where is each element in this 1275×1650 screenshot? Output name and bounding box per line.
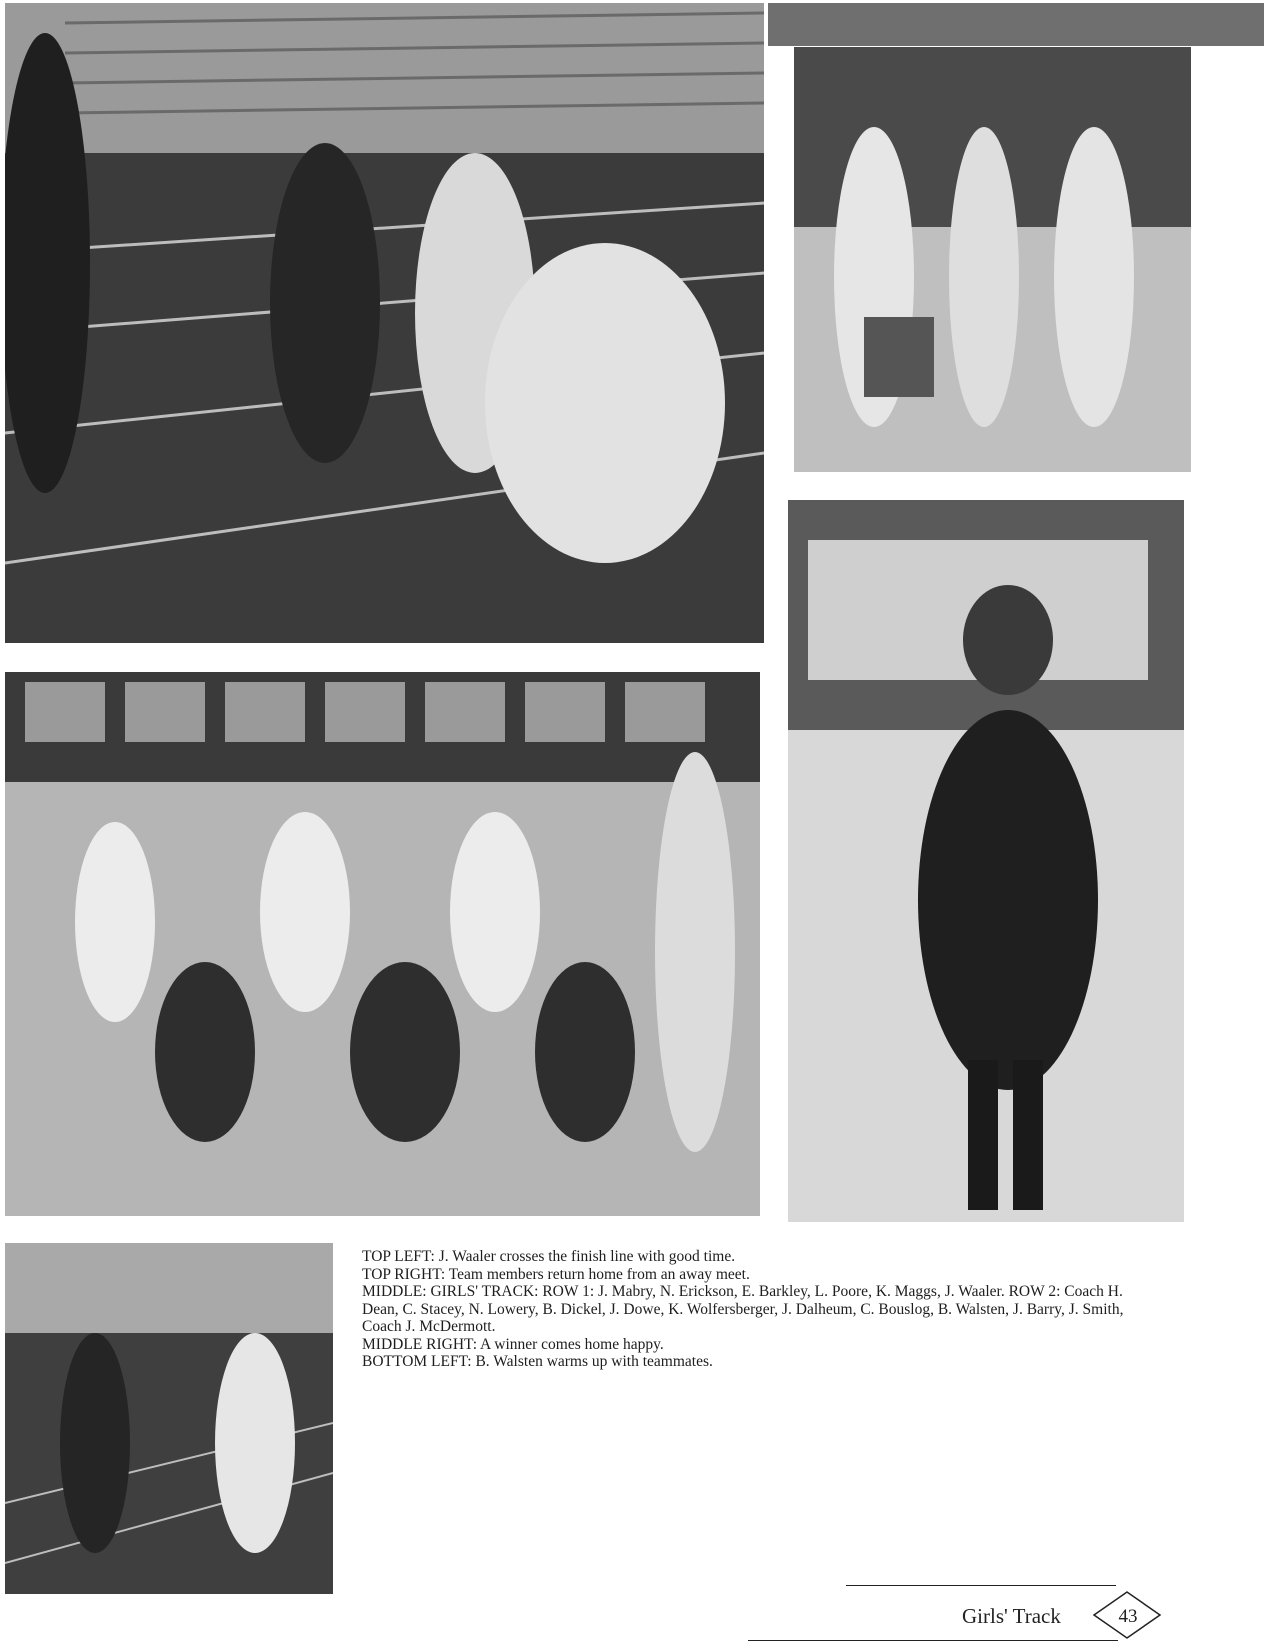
caption-bottom-left: BOTTOM LEFT: B. Walsten warms up with teammates. — [362, 1353, 713, 1370]
caption-top-left: TOP LEFT: J. Waaler crosses the finish line with good time. — [362, 1248, 736, 1265]
caption-middle-right: MIDDLE RIGHT: A winner comes home happy. — [362, 1335, 664, 1353]
photo-finish-line — [5, 3, 764, 643]
header-bar — [768, 3, 1264, 46]
footer-rule-bottom — [748, 1640, 1118, 1641]
caption-middle: MIDDLE: GIRLS' TRACK: ROW 1: J. Mabry, N. Erickson, E. Barkley, L. Poore, K. Maggs, J. Waaler. ROW 2: Coach H. Dean, C. Stacey, N. Lowery, B. Dickel, J. Dowe, K. Wolfersberger, J. Dalheum, C. Bouslog, B. Walsten, J. Barry, J. Smith, Coach J. McDermott. — [362, 1283, 1124, 1335]
photo-warmup — [5, 1243, 333, 1594]
page-number: 43 — [1118, 1606, 1138, 1627]
section-title: Girls' Track — [962, 1604, 1061, 1628]
photo-winner — [788, 500, 1184, 1222]
photo-team-return — [794, 47, 1191, 472]
photo-captions — [362, 1248, 1162, 1371]
footer-rule-top — [846, 1585, 1116, 1586]
caption-top-right: TOP RIGHT: Team members return home from an away meet. — [362, 1265, 750, 1283]
photo-team-group — [5, 672, 760, 1216]
